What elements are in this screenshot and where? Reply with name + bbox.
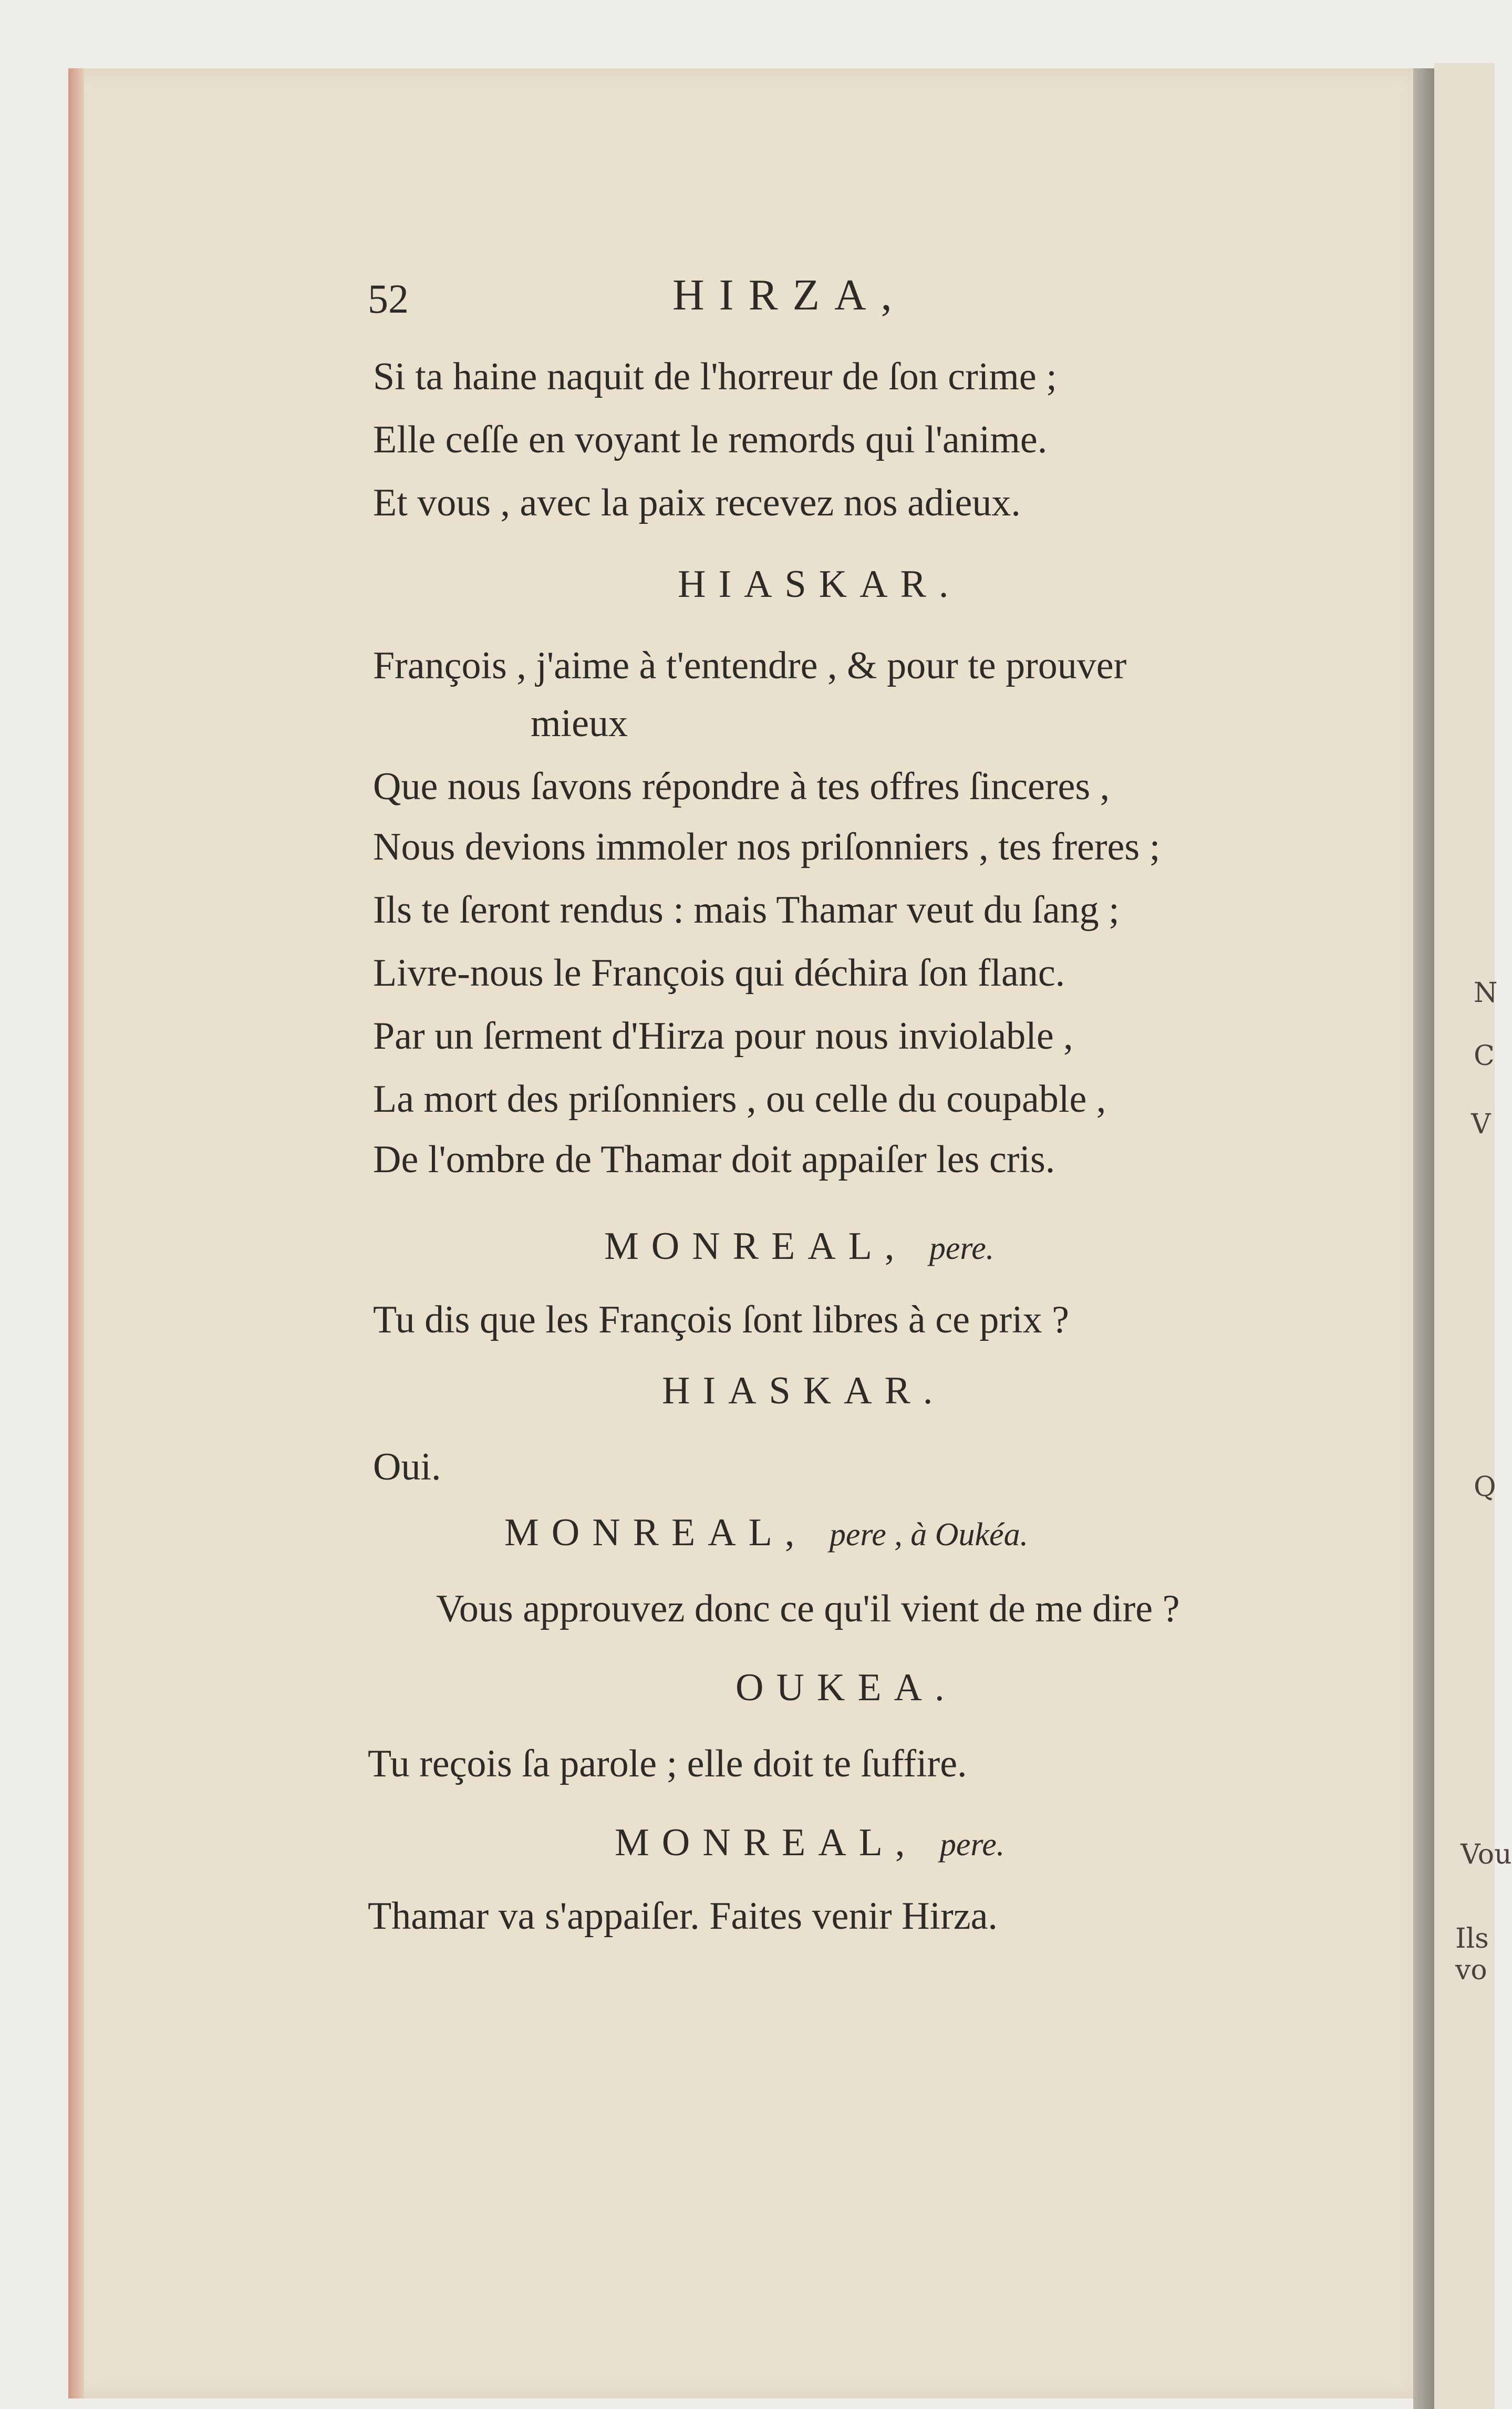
speaker-label: MONREAL,	[504, 1511, 807, 1554]
speaker-role: pere.	[939, 1827, 1005, 1863]
facing-page-glyph: N	[1474, 977, 1498, 1009]
speaker-name: HIASKAR.	[662, 1369, 946, 1412]
verse-line: Thamar va s'appaiſer. Faites venir Hirza.	[368, 1895, 998, 1938]
verse-line: Vous approuvez donc ce qu'il vient de me dire ?	[436, 1587, 1180, 1630]
facing-page-glyph: Vou	[1461, 1839, 1512, 1870]
verse-line: Par un ſerment d'Hirza pour nous inviolable ,	[373, 1015, 1073, 1058]
verse-line: Nous devions immoler nos priſonniers , tes freres ;	[373, 825, 1161, 869]
verse-line: Tu dis que les François ſont libres à ce prix ?	[373, 1298, 1069, 1341]
speaker-name	[615, 1823, 1004, 1862]
verse-line: Elle ceſſe en voyant le remords qui l'anime.	[373, 418, 1048, 461]
speaker-role: pere , à Oukéa.	[829, 1517, 1029, 1553]
speaker-role: pere.	[929, 1231, 995, 1266]
verse-line: La mort des priſonniers , ou celle du coupable ,	[373, 1078, 1106, 1121]
verse-line: Tu reçois ſa parole ; elle doit te ſuffire.	[368, 1742, 967, 1785]
facing-page-glyph: V	[1471, 1109, 1491, 1140]
speaker-label: MONREAL,	[615, 1821, 918, 1864]
speaker-name	[504, 1513, 1028, 1552]
facing-page-glyph: C	[1474, 1040, 1495, 1072]
verse-line: De l'ombre de Thamar doit appaiſer les cris.	[373, 1138, 1055, 1181]
speaker-name: OUKEA.	[736, 1666, 957, 1709]
speaker-name: HIASKAR.	[678, 563, 961, 606]
verse-line: Et vous , avec la paix recevez nos adieux.	[373, 481, 1021, 524]
verse-line: François , j'aime à t'entendre , & pour te prouver	[373, 644, 1127, 687]
verse-line: Si ta haine naquit de l'horreur de ſon crime ;	[373, 355, 1057, 398]
running-title: HIRZA,	[672, 271, 907, 319]
speaker-label: MONREAL,	[604, 1225, 907, 1268]
verse-line: Livre-nous le François qui déchira ſon flanc.	[373, 952, 1065, 995]
speaker-name	[604, 1227, 994, 1266]
facing-page-glyph: Ils vo	[1455, 1923, 1489, 1986]
facing-page-glyph: Q	[1474, 1471, 1496, 1503]
page-number: 52	[368, 276, 409, 322]
verse-line: Oui.	[373, 1445, 441, 1488]
verse-line: mieux	[531, 702, 628, 745]
verse-line: Que nous ſavons répondre à tes offres ſinceres ,	[373, 765, 1110, 808]
verse-line: Ils te ſeront rendus : mais Thamar veut du ſang ;	[373, 888, 1120, 932]
